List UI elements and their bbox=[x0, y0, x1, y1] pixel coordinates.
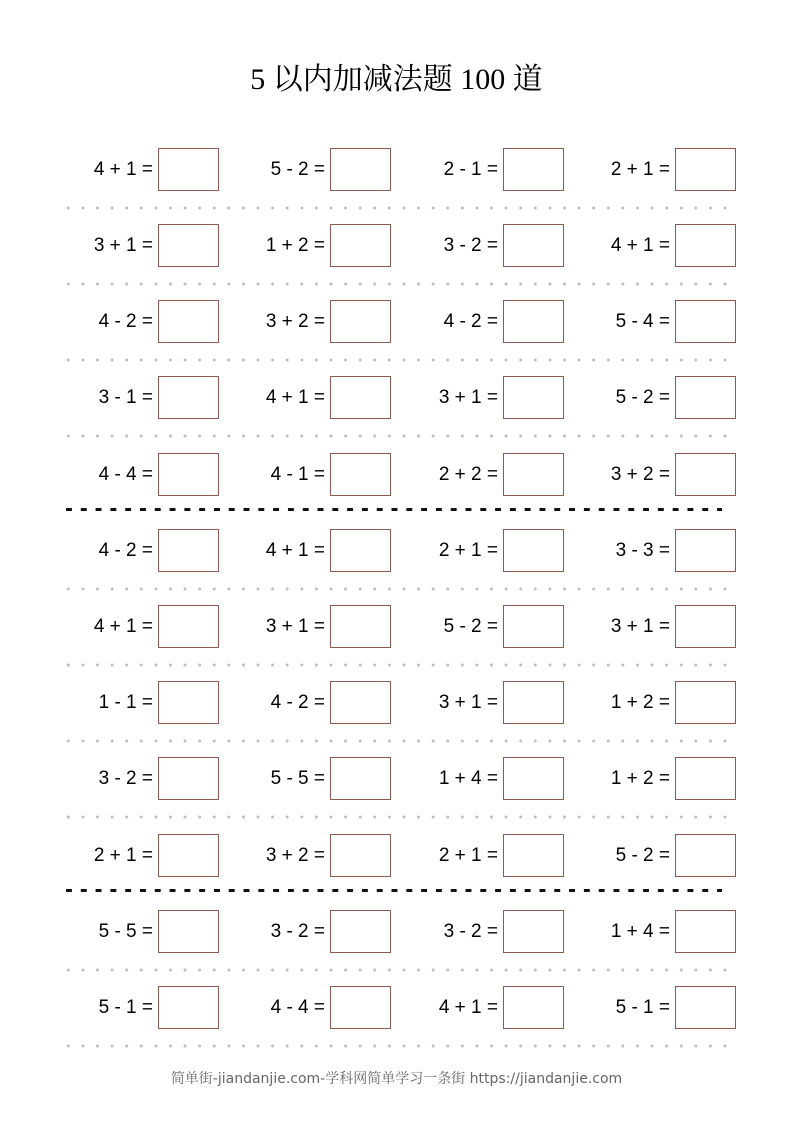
equation-text: 2 + 2 = bbox=[438, 464, 498, 485]
problem-row bbox=[0, 681, 793, 724]
answer-box[interactable] bbox=[330, 376, 391, 419]
answer-box[interactable] bbox=[503, 910, 564, 953]
equation-text: 3 + 1 = bbox=[610, 616, 670, 637]
problem-item bbox=[231, 986, 391, 1029]
problem-item bbox=[404, 605, 564, 648]
problem-item bbox=[231, 529, 391, 572]
answer-box[interactable] bbox=[503, 300, 564, 343]
equation-text: 3 + 2 = bbox=[610, 464, 670, 485]
problem-row bbox=[0, 148, 793, 191]
answer-box[interactable] bbox=[330, 757, 391, 800]
answer-box[interactable] bbox=[675, 605, 736, 648]
equation-text: 5 - 2 = bbox=[443, 616, 498, 637]
equation-text: 1 + 4 = bbox=[610, 921, 670, 942]
problem-item bbox=[231, 834, 391, 877]
equation-text: 3 + 1 = bbox=[438, 692, 498, 713]
answer-box[interactable] bbox=[503, 605, 564, 648]
equation-text: 4 + 1 = bbox=[265, 387, 325, 408]
problem-item bbox=[404, 681, 564, 724]
equation-text: 3 - 2 = bbox=[443, 235, 498, 256]
problem-item bbox=[404, 986, 564, 1029]
problem-item bbox=[404, 529, 564, 572]
answer-box[interactable] bbox=[675, 148, 736, 191]
equation-text: 3 + 2 = bbox=[265, 845, 325, 866]
worksheet-title: 5 以内加减法题 100 道 bbox=[250, 63, 543, 96]
answer-box[interactable] bbox=[158, 986, 219, 1029]
equation-text: 2 + 1 = bbox=[93, 845, 153, 866]
problem-item bbox=[59, 148, 219, 191]
answer-box[interactable] bbox=[158, 834, 219, 877]
answer-box[interactable] bbox=[675, 376, 736, 419]
answer-box[interactable] bbox=[158, 605, 219, 648]
problem-row bbox=[0, 910, 793, 953]
equation-text: 5 - 5 = bbox=[270, 768, 325, 789]
equation-text: 2 + 1 = bbox=[438, 845, 498, 866]
problem-item bbox=[59, 529, 219, 572]
equation-text: 3 + 2 = bbox=[265, 311, 325, 332]
equation-text: 5 - 5 = bbox=[98, 921, 153, 942]
answer-box[interactable] bbox=[330, 224, 391, 267]
problem-item bbox=[59, 224, 219, 267]
answer-box[interactable] bbox=[503, 529, 564, 572]
footer-watermark: 简单街-jiandanjie.com-学科网简单学习一条街 https://jiandanjie.com bbox=[170, 1071, 623, 1087]
problem-item bbox=[231, 681, 391, 724]
problem-item bbox=[59, 834, 219, 877]
equation-text: 3 - 2 = bbox=[443, 921, 498, 942]
problem-item bbox=[576, 986, 736, 1029]
problem-item bbox=[576, 757, 736, 800]
problem-item bbox=[59, 910, 219, 953]
answer-box[interactable] bbox=[503, 453, 564, 496]
answer-box[interactable] bbox=[330, 834, 391, 877]
equation-text: 2 + 1 = bbox=[438, 540, 498, 561]
answer-box[interactable] bbox=[330, 910, 391, 953]
problem-item bbox=[231, 376, 391, 419]
problem-item bbox=[576, 148, 736, 191]
equation-text: 4 + 1 = bbox=[438, 997, 498, 1018]
equation-text: 1 + 2 = bbox=[610, 768, 670, 789]
answer-box[interactable] bbox=[675, 453, 736, 496]
problem-row bbox=[0, 986, 793, 1029]
problem-item bbox=[404, 376, 564, 419]
problem-item bbox=[576, 910, 736, 953]
dotted-separator bbox=[61, 282, 731, 286]
dotted-separator bbox=[61, 815, 731, 819]
problem-row bbox=[0, 453, 793, 496]
problem-item bbox=[404, 224, 564, 267]
problem-row bbox=[0, 300, 793, 343]
problem-item bbox=[231, 910, 391, 953]
problem-item bbox=[576, 376, 736, 419]
dotted-separator bbox=[61, 663, 731, 667]
equation-text: 4 - 4 = bbox=[98, 464, 153, 485]
answer-box[interactable] bbox=[158, 757, 219, 800]
equation-text: 4 - 2 = bbox=[270, 692, 325, 713]
dotted-separator bbox=[61, 1044, 731, 1048]
answer-box[interactable] bbox=[503, 834, 564, 877]
answer-box[interactable] bbox=[503, 986, 564, 1029]
answer-box[interactable] bbox=[675, 681, 736, 724]
answer-box[interactable] bbox=[330, 605, 391, 648]
equation-text: 1 + 4 = bbox=[438, 768, 498, 789]
equation-text: 3 + 1 = bbox=[93, 235, 153, 256]
equation-text: 3 + 1 = bbox=[438, 387, 498, 408]
problem-item bbox=[231, 300, 391, 343]
problem-row bbox=[0, 605, 793, 648]
answer-box[interactable] bbox=[503, 148, 564, 191]
answer-box[interactable] bbox=[330, 453, 391, 496]
problem-item bbox=[404, 300, 564, 343]
answer-box[interactable] bbox=[675, 910, 736, 953]
answer-box[interactable] bbox=[503, 757, 564, 800]
answer-box[interactable] bbox=[158, 529, 219, 572]
equation-text: 5 - 2 = bbox=[615, 387, 670, 408]
problem-row bbox=[0, 529, 793, 572]
equation-text: 4 - 2 = bbox=[98, 311, 153, 332]
equation-text: 5 - 1 = bbox=[615, 997, 670, 1018]
problem-row bbox=[0, 757, 793, 800]
answer-box[interactable] bbox=[675, 834, 736, 877]
answer-box[interactable] bbox=[330, 986, 391, 1029]
problem-row bbox=[0, 376, 793, 419]
equation-text: 4 + 1 = bbox=[610, 235, 670, 256]
equation-text: 3 - 1 = bbox=[98, 387, 153, 408]
answer-box[interactable] bbox=[330, 681, 391, 724]
equation-text: 3 - 2 = bbox=[270, 921, 325, 942]
section-divider-dashed bbox=[66, 889, 722, 892]
equation-text: 2 - 1 = bbox=[443, 159, 498, 180]
equation-text: 1 + 2 = bbox=[265, 235, 325, 256]
problem-item bbox=[404, 453, 564, 496]
equation-text: 3 - 2 = bbox=[98, 768, 153, 789]
problem-item bbox=[231, 148, 391, 191]
answer-box[interactable] bbox=[158, 681, 219, 724]
problem-item bbox=[59, 605, 219, 648]
answer-box[interactable] bbox=[158, 453, 219, 496]
problem-item bbox=[576, 453, 736, 496]
problem-item bbox=[404, 148, 564, 191]
problem-item bbox=[404, 757, 564, 800]
problem-item bbox=[59, 757, 219, 800]
answer-box[interactable] bbox=[158, 910, 219, 953]
answer-box[interactable] bbox=[158, 376, 219, 419]
problem-item bbox=[576, 529, 736, 572]
problem-item bbox=[231, 757, 391, 800]
problem-row bbox=[0, 224, 793, 267]
problem-item bbox=[59, 681, 219, 724]
equation-text: 1 - 1 = bbox=[98, 692, 153, 713]
problem-item bbox=[576, 681, 736, 724]
equation-text: 5 - 2 = bbox=[270, 159, 325, 180]
section-divider-dashed bbox=[66, 508, 722, 511]
problem-item bbox=[404, 834, 564, 877]
problem-item bbox=[59, 376, 219, 419]
problem-item bbox=[576, 605, 736, 648]
equation-text: 5 - 2 = bbox=[615, 845, 670, 866]
answer-box[interactable] bbox=[503, 376, 564, 419]
equation-text: 5 - 4 = bbox=[615, 311, 670, 332]
answer-box[interactable] bbox=[675, 757, 736, 800]
equation-text: 4 - 2 = bbox=[443, 311, 498, 332]
equation-text: 3 - 3 = bbox=[615, 540, 670, 561]
answer-box[interactable] bbox=[675, 529, 736, 572]
problem-item bbox=[59, 986, 219, 1029]
answer-box[interactable] bbox=[675, 224, 736, 267]
dotted-separator bbox=[61, 968, 731, 972]
dotted-separator bbox=[61, 358, 731, 362]
problem-row bbox=[0, 834, 793, 877]
answer-box[interactable] bbox=[158, 224, 219, 267]
equation-text: 4 + 1 = bbox=[265, 540, 325, 561]
answer-box[interactable] bbox=[675, 986, 736, 1029]
problem-item bbox=[404, 910, 564, 953]
dotted-separator bbox=[61, 206, 731, 210]
answer-box[interactable] bbox=[503, 224, 564, 267]
equation-text: 4 + 1 = bbox=[93, 159, 153, 180]
answer-box[interactable] bbox=[330, 148, 391, 191]
problem-item bbox=[576, 834, 736, 877]
equation-text: 4 - 4 = bbox=[270, 997, 325, 1018]
answer-box[interactable] bbox=[330, 529, 391, 572]
equation-text: 2 + 1 = bbox=[610, 159, 670, 180]
problem-item bbox=[231, 453, 391, 496]
problem-item bbox=[231, 224, 391, 267]
answer-box[interactable] bbox=[503, 681, 564, 724]
answer-box[interactable] bbox=[158, 148, 219, 191]
equation-text: 4 - 1 = bbox=[270, 464, 325, 485]
equation-text: 1 + 2 = bbox=[610, 692, 670, 713]
problem-item bbox=[59, 300, 219, 343]
dotted-separator bbox=[61, 434, 731, 438]
answer-box[interactable] bbox=[675, 300, 736, 343]
equation-text: 4 - 2 = bbox=[98, 540, 153, 561]
problem-item bbox=[59, 453, 219, 496]
equation-text: 4 + 1 = bbox=[93, 616, 153, 637]
equation-text: 5 - 1 = bbox=[98, 997, 153, 1018]
dotted-separator bbox=[61, 739, 731, 743]
problem-item bbox=[576, 224, 736, 267]
dotted-separator bbox=[61, 587, 731, 591]
answer-box[interactable] bbox=[158, 300, 219, 343]
problem-item bbox=[576, 300, 736, 343]
equation-text: 3 + 1 = bbox=[265, 616, 325, 637]
answer-box[interactable] bbox=[330, 300, 391, 343]
problem-item bbox=[231, 605, 391, 648]
